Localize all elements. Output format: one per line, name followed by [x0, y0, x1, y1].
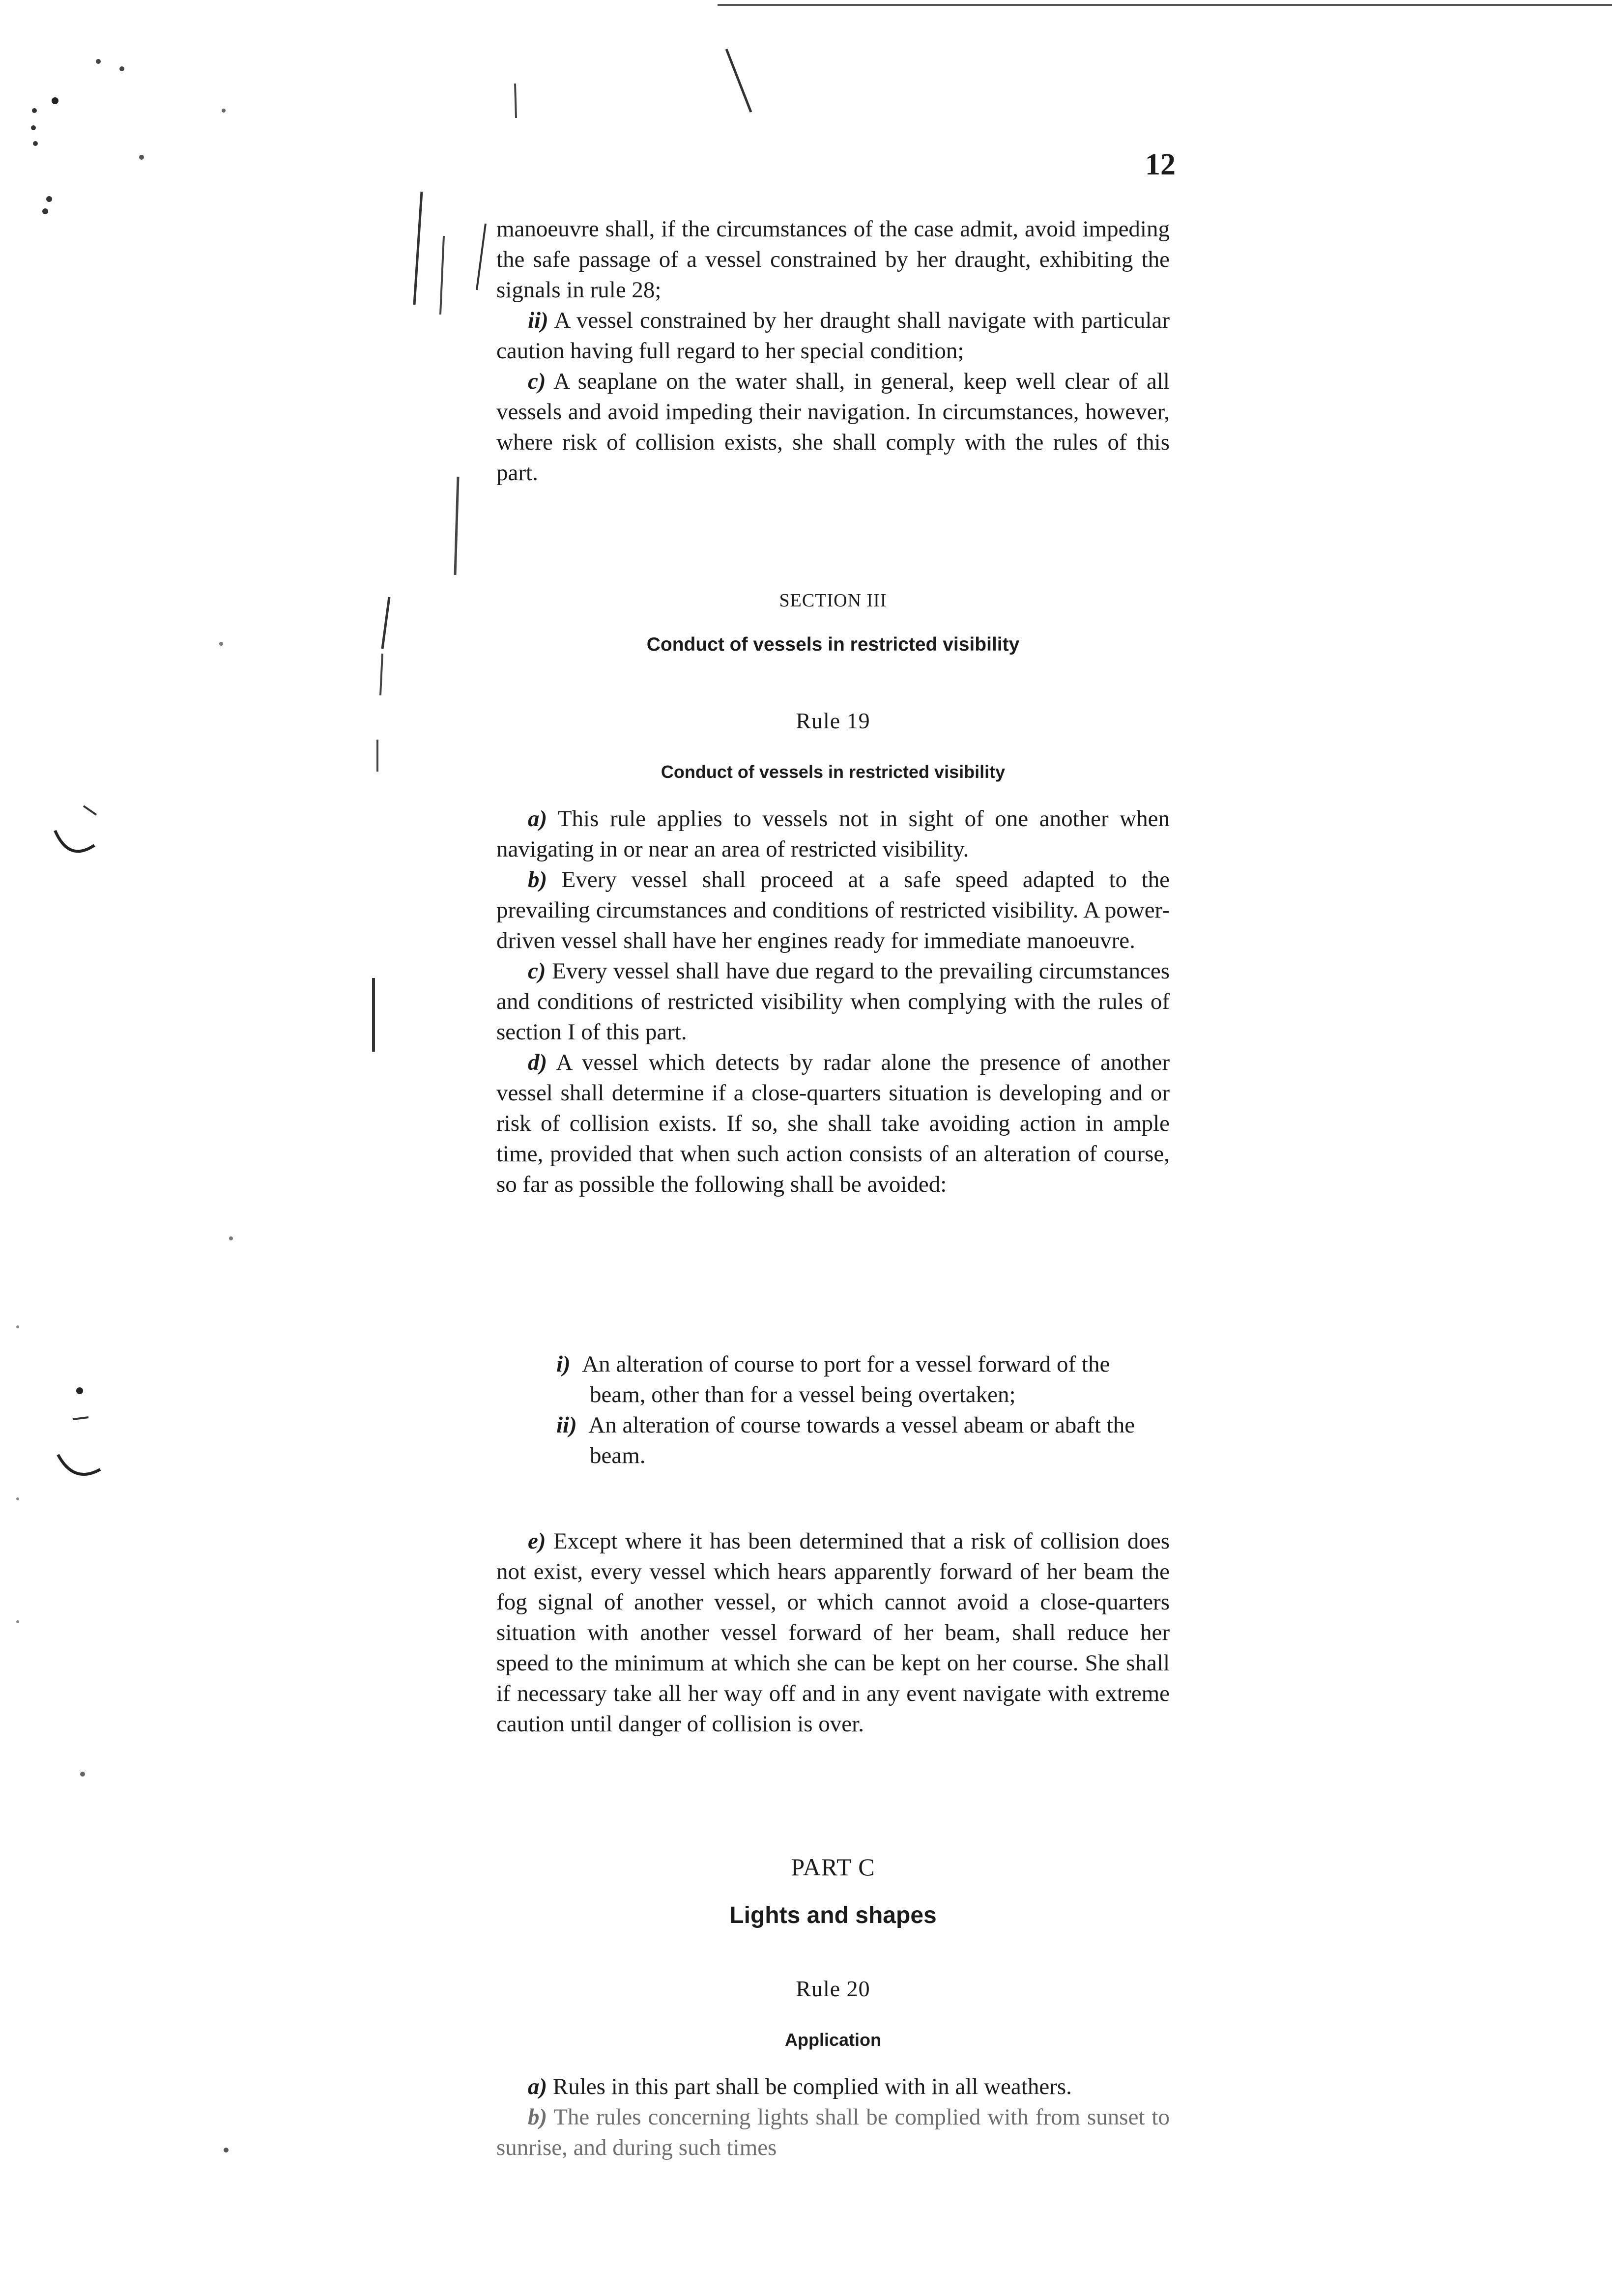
rule20-body	[496, 2071, 1170, 2163]
rule20-a	[496, 2071, 1170, 2102]
rule19-d-ii-text: An alteration of course towards a vessel abeam or abaft the beam.	[588, 1412, 1135, 1468]
rule19-subheading: Conduct of vessels in restricted visibility	[661, 762, 1006, 782]
rule19-d-i	[496, 1349, 1170, 1410]
label-b: b)	[528, 867, 547, 892]
rule19-d-i-text: An alteration of course to port for a vessel forward of the beam, other than for a vessel being overtaken;	[582, 1351, 1110, 1407]
label-ii-d: ii)	[556, 1412, 577, 1438]
label-c-19: c)	[528, 958, 546, 984]
section-subheading-block	[496, 634, 1170, 656]
paragraph-c	[496, 366, 1170, 488]
label-b-20: b)	[528, 2104, 547, 2130]
rule20-b	[496, 2102, 1170, 2163]
label-a-20: a)	[528, 2074, 547, 2099]
rule19-c-text: Every vessel shall have due regard to the prevailing circumstances and conditions of restricted visibility when complying with the rules of section I of this part.	[496, 958, 1170, 1045]
text-block-continuation	[496, 214, 1170, 488]
rule19-b	[496, 864, 1170, 956]
label-ii: ii)	[528, 308, 548, 333]
part-subheading: Lights and shapes	[729, 1902, 937, 1928]
page-number: 12	[1145, 148, 1176, 181]
rule19-a-text: This rule applies to vessels not in sight of one another when navigating in or near an area of restricted visibility.	[496, 806, 1170, 862]
part-subheading-block	[496, 1902, 1170, 1929]
section-heading: SECTION III	[779, 590, 887, 611]
rule19-a	[496, 804, 1170, 864]
label-e: e)	[528, 1528, 546, 1554]
rule19-heading-block	[496, 708, 1170, 734]
paragraph-continuation: manoeuvre shall, if the circumstances of the case admit, avoid impeding the safe passage of a vessel constrained by her draught, exhibiting the signals in rule 28;	[496, 216, 1170, 303]
rule19-d-ii	[496, 1410, 1170, 1471]
rule20-b-text: The rules concerning lights shall be complied with from sunset to sunrise, and during such times	[496, 2104, 1170, 2160]
rule19-c	[496, 956, 1170, 1047]
rule20-heading-block	[496, 1976, 1170, 2002]
rule19-body	[496, 804, 1170, 1200]
section-heading-block	[496, 590, 1170, 611]
part-heading-block	[496, 1853, 1170, 1881]
part-heading: PART C	[791, 1853, 875, 1881]
paragraph-c-text: A seaplane on the water shall, in general, keep well clear of all vessels and avoid impeding their navigation. In circumstances, however, where risk of collision exists, she shall comply with the rules of this part.	[496, 369, 1170, 486]
label-i: i)	[556, 1351, 571, 1377]
rule19-b-text: Every vessel shall proceed at a safe speed adapted to the prevailing circumstances and conditions of restricted visibility. A power-driven vessel shall have her engines ready for immediate manoeuvre.	[496, 867, 1170, 953]
paragraph-ii-text: A vessel constrained by her draught shall navigate with particular caution having full regard to her special condition;	[496, 308, 1170, 364]
rule19-d-text: A vessel which detects by radar alone the presence of another vessel shall determine if a close-quarters situation is developing and or risk of collision exists. If so, she shall take avoiding action in ample time, provided that when such action consists of an alteration of course, so far as possible the following shall be avoided:	[496, 1050, 1170, 1197]
label-c: c)	[528, 369, 546, 394]
rule19-e-block	[496, 1526, 1170, 1739]
label-a: a)	[528, 806, 547, 832]
rule19-d	[496, 1047, 1170, 1200]
paragraph-ii	[496, 305, 1170, 366]
rule20-heading: Rule 20	[796, 1976, 870, 2001]
rule19-e	[496, 1526, 1170, 1739]
label-d: d)	[528, 1050, 547, 1075]
rule19-heading: Rule 19	[796, 708, 870, 733]
rule20-a-text: Rules in this part shall be complied with in all weathers.	[552, 2074, 1072, 2099]
rule20-subheading: Application	[785, 2030, 881, 2050]
section-subheading: Conduct of vessels in restricted visibility	[646, 634, 1020, 655]
rule19-subheading-block	[496, 762, 1170, 782]
rule19-d-list	[496, 1349, 1170, 1471]
rule20-subheading-block	[496, 2030, 1170, 2050]
rule19-e-text: Except where it has been determined that a risk of collision does not exist, every vessel which hears apparently forward of her beam the fog signal of another vessel, or which cannot avoid a close-quarters situation with another vessel forward of her beam, shall reduce her speed to the minimum at which she can be kept on her course. She shall if necessary take all her way off and in any event navigate with extreme caution until danger of collision is over.	[496, 1528, 1170, 1737]
